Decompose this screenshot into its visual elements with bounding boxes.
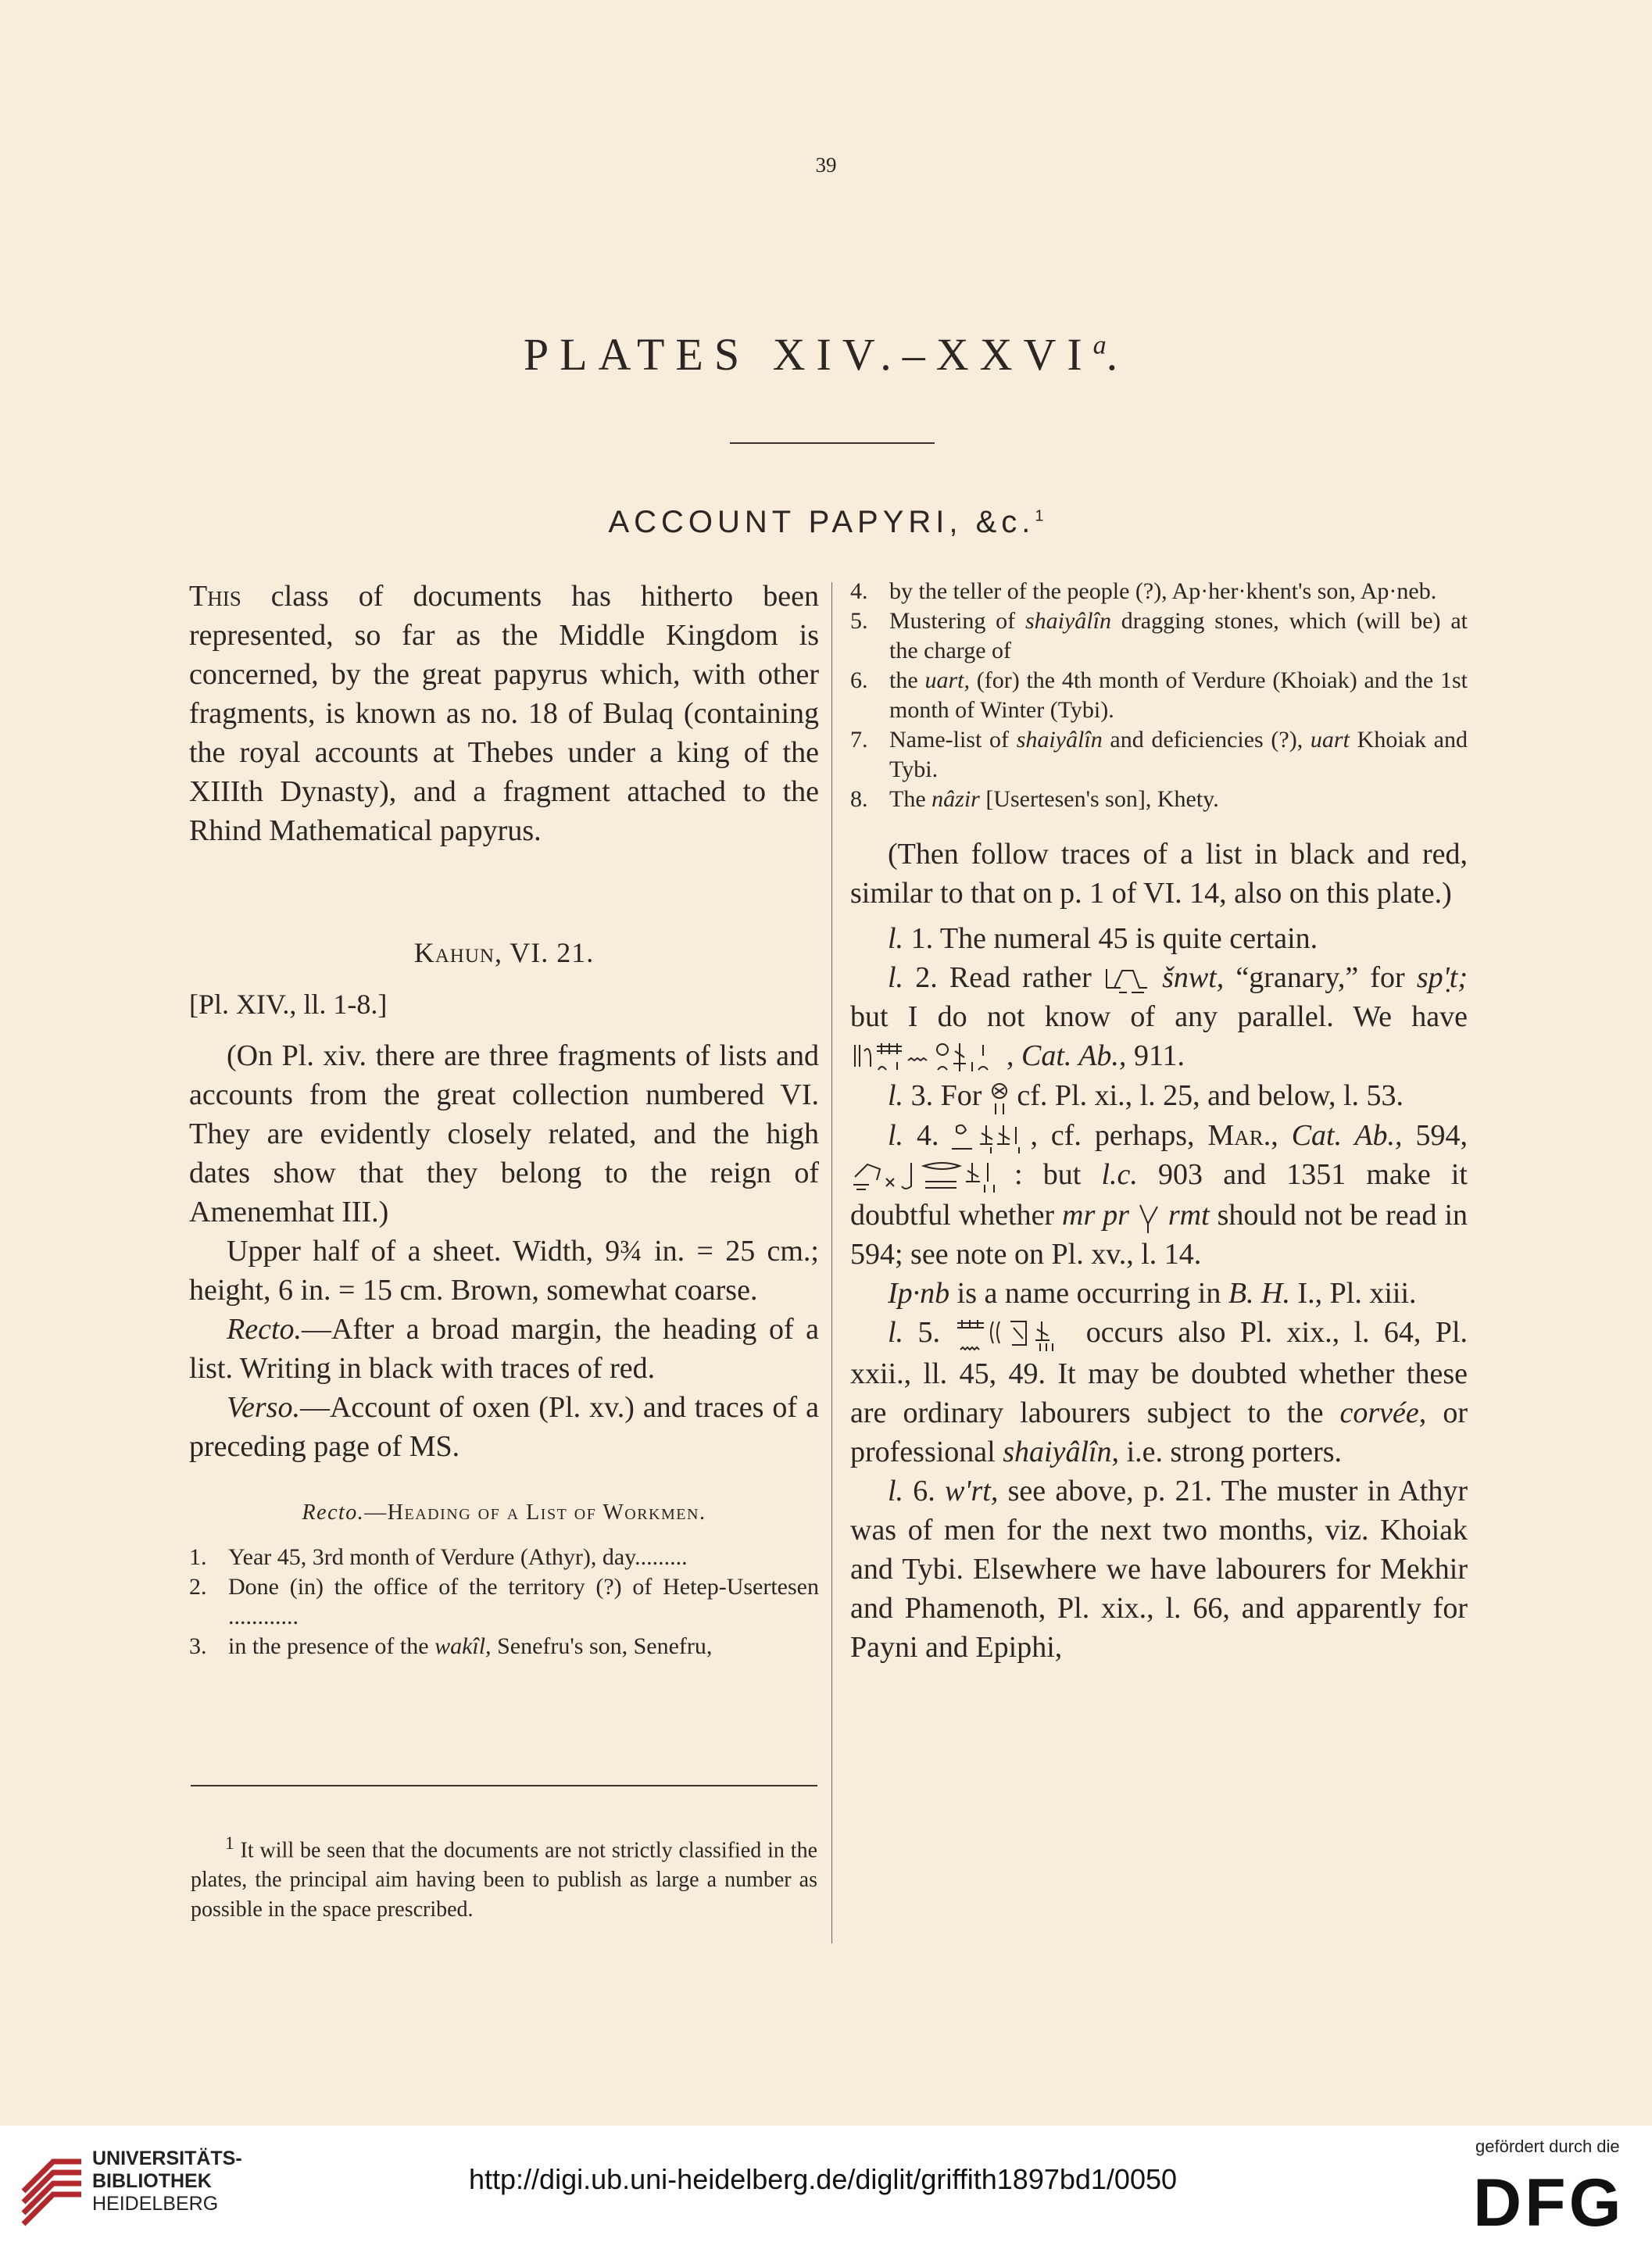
line-label: l. bbox=[888, 1316, 904, 1350]
note-line-2 bbox=[850, 958, 1468, 1076]
item-text: Done (in) the office of the territory (?) of Hetep-Usertesen ............ bbox=[228, 1574, 819, 1629]
note-b: I., Pl. xiii. bbox=[1289, 1277, 1417, 1311]
list-item bbox=[850, 666, 1468, 725]
item-italic: wakîl, bbox=[434, 1633, 492, 1659]
section-subtitle bbox=[0, 505, 1652, 540]
footnote-rule bbox=[191, 1785, 817, 1786]
item-number: 4. bbox=[850, 578, 868, 604]
note-g bbox=[1129, 1199, 1137, 1232]
line-label: l. bbox=[888, 961, 904, 994]
note-italic-2: shaiyâlîn, bbox=[1003, 1435, 1120, 1468]
item-italic-2: uart bbox=[1310, 727, 1350, 753]
left-column bbox=[189, 577, 819, 1661]
list-item bbox=[189, 1632, 819, 1661]
note-line-5 bbox=[850, 1313, 1468, 1471]
note-italic-2: B. H. bbox=[1228, 1277, 1290, 1311]
library-name bbox=[92, 2148, 242, 2215]
note-italic-1: Cat. Ab., bbox=[1291, 1118, 1403, 1152]
item-text-b: Senefru's son, Senefru, bbox=[491, 1633, 713, 1659]
subtitle-text: ACCOUNT PAPYRI, &c. bbox=[608, 505, 1035, 539]
note-line-1 bbox=[850, 919, 1468, 958]
list-heading bbox=[189, 1500, 819, 1525]
shaiyalin-hieroglyph-icon bbox=[954, 1317, 1071, 1354]
footnote-number: 1 bbox=[225, 1833, 234, 1854]
item-text-b: [Usertesen's son], Khety. bbox=[979, 786, 1219, 812]
note-italic-1: corvée, bbox=[1339, 1396, 1427, 1429]
note-italic-2: l.c. bbox=[1101, 1157, 1138, 1191]
note-e: 911. bbox=[1126, 1039, 1185, 1072]
recto-text: —After a broad margin, the heading of a list. Writing in black with traces of red. bbox=[189, 1313, 819, 1385]
item-text-a: The bbox=[889, 786, 932, 812]
list-item bbox=[850, 785, 1468, 814]
item-text-a: in the presence of the bbox=[228, 1633, 435, 1659]
paragraph-on-pl-xiv: (On Pl. xiv. there are three fragments of lists and accounts from the great collection numbered VI. They are evidently closely related, and the high dates show that they belong to the reign of Amenemhat III.) bbox=[189, 1039, 819, 1228]
item-italic: shaiyâlîn bbox=[1016, 727, 1103, 753]
hieroglyph-overseer-icon bbox=[850, 1158, 1014, 1196]
item-text-b: dragging stones, which (will be) at the charge of bbox=[889, 608, 1468, 663]
note-italic-1: šnwt, bbox=[1162, 961, 1225, 994]
paragraph-verso bbox=[189, 1388, 819, 1466]
dims-b: in. = 25 cm.; height, 6 in. = 15 cm. Brown, somewhat coarse. bbox=[189, 1235, 819, 1307]
note-italic-1: w'rt, bbox=[945, 1474, 999, 1507]
item-text-b: (for) the 4th month of Verdure (Khoiak) and the 1st month of Winter (Tybi). bbox=[889, 667, 1468, 723]
intro-body: class of documents has hitherto been represented, so far as the Middle Kingdom is concerned, by the great papyrus which, with other fragments, is known as no. 18 of Bulaq (containing the royal accounts at Thebes under a king of the XIIIth Dynasty), and a fragment attached to the Rhind Mathematical papyrus. bbox=[189, 580, 819, 847]
item-number: 6. bbox=[850, 667, 868, 693]
line-label: l. bbox=[888, 1474, 904, 1507]
hoe-hieroglyph-icon bbox=[1137, 1200, 1160, 1235]
paragraph-then-follow: (Then follow traces of a list in black and red, similar to that on p. 1 of VI. 14, also on this plate.) bbox=[850, 838, 1468, 910]
kahun-word: Kahun bbox=[413, 937, 495, 968]
note-d: , bbox=[1007, 1039, 1021, 1072]
item-text-c: Khoiak and Tybi. bbox=[889, 727, 1468, 782]
footnote-text: It will be seen that the documents are not strictly classified in the plates, the principal aim having been to publish as large a number as possible in the space prescribed. bbox=[191, 1838, 817, 1922]
list-item bbox=[850, 606, 1468, 666]
city-sign-icon bbox=[989, 1082, 1010, 1116]
item-text-a: Mustering of bbox=[889, 608, 1025, 634]
library-line-1: UNIVERSITÄTS- bbox=[92, 2148, 242, 2169]
item-number: 3. bbox=[189, 1633, 207, 1659]
dfg-logo: DFG bbox=[1473, 2165, 1625, 2240]
note-f: 903 and 1351 make it doubtful whether bbox=[850, 1157, 1468, 1232]
list-item bbox=[189, 1572, 819, 1632]
note-c: or professional bbox=[850, 1396, 1468, 1468]
item-italic: uart, bbox=[924, 667, 970, 693]
note-italic-2: sp'̣t; bbox=[1416, 961, 1468, 994]
dims-fraction: ¾ bbox=[620, 1235, 642, 1268]
note-b: cf. Pl. xi., l. 25, and below, l. 53. bbox=[1009, 1079, 1404, 1113]
note-h: should not be read in 594; see note on Pl. xv., l. 14. bbox=[850, 1199, 1468, 1271]
footnote bbox=[191, 1829, 817, 1925]
item-italic: nâzir bbox=[931, 786, 980, 812]
item-text: Year 45, 3rd month of Verdure (Athyr), day......... bbox=[228, 1544, 688, 1570]
list-item bbox=[189, 1543, 819, 1572]
note-d: 594, bbox=[1402, 1118, 1468, 1152]
hieroglyph-men-icon bbox=[952, 1121, 1030, 1155]
note-a: 5. bbox=[903, 1316, 955, 1350]
item-text-b: and deficiencies (?), bbox=[1102, 727, 1311, 753]
note-line-3 bbox=[850, 1076, 1468, 1115]
note-line-4 bbox=[850, 1116, 1468, 1275]
kahun-rest: , VI. 21. bbox=[494, 937, 595, 968]
paragraph-dimensions bbox=[189, 1232, 819, 1310]
funding-caption: gefördert durch die bbox=[1475, 2137, 1620, 2156]
note-line-6 bbox=[850, 1472, 1468, 1667]
title-rule bbox=[730, 442, 935, 444]
page-number: 39 bbox=[815, 153, 837, 177]
item-text-a: Name-list of bbox=[889, 727, 1017, 753]
granary-hieroglyph-icon bbox=[1103, 964, 1150, 996]
item-number: 7. bbox=[850, 727, 868, 753]
page-title bbox=[0, 328, 1652, 381]
note-e: : but bbox=[1014, 1157, 1102, 1191]
workmen-list-left bbox=[189, 1543, 819, 1661]
dims-a: Upper half of a sheet. Width, 9 bbox=[227, 1235, 620, 1268]
list-item bbox=[850, 577, 1468, 606]
verso-label: Verso. bbox=[227, 1391, 300, 1424]
hieroglyph-group-icon bbox=[850, 1040, 1007, 1076]
recto-label: Recto. bbox=[227, 1313, 302, 1346]
note-b: , cf. perhaps, bbox=[1030, 1118, 1208, 1152]
line-label: l. bbox=[888, 1118, 904, 1152]
footnote-mark: 1 bbox=[1035, 507, 1044, 525]
note-ipnb bbox=[850, 1274, 1468, 1313]
list-heading-label: Recto. bbox=[302, 1500, 365, 1525]
list-heading-text: —Heading of a List of Workmen. bbox=[364, 1500, 706, 1525]
workmen-list-right bbox=[850, 577, 1468, 814]
line-label: l. bbox=[888, 922, 904, 955]
note-italic-3: Cat. Ab., bbox=[1021, 1039, 1127, 1072]
list-item bbox=[850, 725, 1468, 785]
note-d: i.e. strong porters. bbox=[1119, 1435, 1343, 1468]
note-c: but I do not know of any parallel. We have bbox=[850, 1000, 1468, 1033]
item-italic: shaiyâlîn bbox=[1024, 608, 1111, 634]
intro-paragraph bbox=[189, 577, 819, 850]
note-italic-1: Ip·nb bbox=[888, 1277, 950, 1311]
verso-text: —Account of oxen (Pl. xv.) and traces of a preceding page of MS. bbox=[189, 1391, 819, 1463]
note-b: “granary,” for bbox=[1224, 961, 1417, 994]
item-number: 5. bbox=[850, 608, 868, 634]
permalink-url[interactable]: http://digi.ub.uni-heidelberg.de/diglit/griffith1897bd1/0050 bbox=[469, 2163, 1178, 2195]
note-a: 6. bbox=[903, 1474, 946, 1507]
item-text: by the teller of the people (?), Ap·her·khent's son, Ap·neb. bbox=[889, 578, 1437, 604]
note-italic-3: mr pr bbox=[1062, 1199, 1129, 1232]
title-main: PLATES XIV.–XXVI bbox=[523, 329, 1093, 380]
kahun-heading bbox=[189, 936, 819, 969]
note-text: 1. The numeral 45 is quite certain. bbox=[903, 922, 1318, 955]
university-library-logo-icon bbox=[16, 2144, 86, 2238]
note-a: 4. bbox=[903, 1118, 953, 1152]
title-superscript: a bbox=[1092, 331, 1107, 360]
plate-reference: [Pl. XIV., ll. 1-8.] bbox=[189, 989, 388, 1020]
item-number: 1. bbox=[189, 1544, 207, 1570]
paragraph-recto bbox=[189, 1310, 819, 1388]
library-line-2: BIBLIOTHEK bbox=[92, 2170, 212, 2192]
note-b: occurs also Pl. xix., l. 64, Pl. xxii., ll. 45, 49. It may be doubted whether these are ordinary labourers subject to the bbox=[850, 1316, 1468, 1429]
note-a: 3. For bbox=[903, 1079, 989, 1113]
note-mar: Mar. bbox=[1207, 1118, 1271, 1152]
intro-lead: This bbox=[189, 580, 241, 613]
line-label: l. bbox=[888, 1079, 904, 1113]
item-number: 8. bbox=[850, 786, 868, 812]
right-column bbox=[850, 577, 1468, 1667]
note-a: 2. Read rather bbox=[903, 961, 1103, 994]
note-a: is a name occurring in bbox=[949, 1277, 1228, 1311]
note-italic-4: rmt bbox=[1167, 1199, 1210, 1232]
note-c: , bbox=[1271, 1118, 1292, 1152]
library-line-3: HEIDELBERG bbox=[92, 2193, 219, 2215]
item-text-a: the bbox=[889, 667, 925, 693]
title-end: . bbox=[1106, 329, 1129, 380]
note-b: see above, p. 21. The muster in Athyr was of men for the next two months, viz. Khoiak and Tybi. Elsewhere we have labourers for Mekhir and Phamenoth, Pl. xix., l. 66, and apparently for Payni and Epiphi, bbox=[850, 1474, 1468, 1664]
column-divider bbox=[831, 582, 832, 1944]
item-number: 2. bbox=[189, 1574, 207, 1600]
